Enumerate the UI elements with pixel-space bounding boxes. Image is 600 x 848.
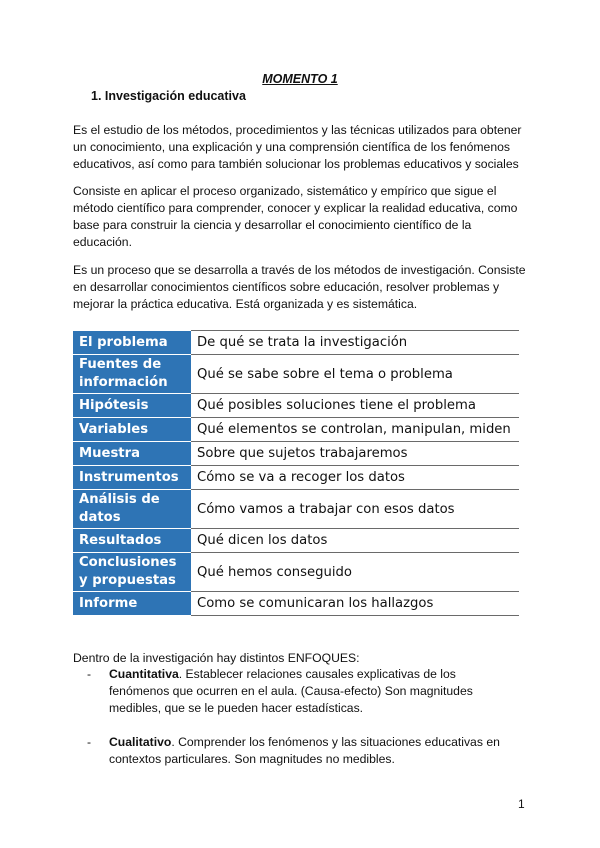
row-label: Hipótesis xyxy=(73,394,191,418)
enfoques-intro: Dentro de la investigación hay distintos ENFOQUES: xyxy=(73,651,360,665)
row-value: Sobre que sujetos trabajaremos xyxy=(191,442,519,466)
enfoque-description: . Establecer relaciones causales explicativas de los fenómenos que ocurren en el aula. (Causa-efecto) Son magnitudes medibles, que se le pueden hacer estadísticas. xyxy=(109,667,473,715)
row-label: Variables xyxy=(73,418,191,442)
enfoques-list xyxy=(87,666,507,768)
row-value: Qué elementos se controlan, manipulan, miden xyxy=(191,418,519,442)
row-label: Conclusiones y propuestas xyxy=(73,553,191,592)
paragraph-definition: Es el estudio de los métodos, procedimientos y las técnicas utilizados para obtener un conocimiento, una explicación y una comprensión científica de los fenómenos educativos, así como para también solucionar los problemas educativos y sociales xyxy=(73,123,522,171)
table-row xyxy=(73,592,519,616)
list-dash: - xyxy=(87,667,92,681)
row-value: Cómo vamos a trabajar con esos datos xyxy=(191,490,519,529)
row-value: Qué dicen los datos xyxy=(191,529,519,553)
row-value: Qué hemos conseguido xyxy=(191,553,519,592)
enfoque-description: . Comprender los fenómenos y las situaciones educativas en contextos particulares. Son magnitudes no medibles. xyxy=(109,735,500,766)
section-title: 1. Investigación educativa xyxy=(91,89,246,103)
research-elements-table xyxy=(73,330,519,616)
row-value: Qué se sabe sobre el tema o problema xyxy=(191,355,519,394)
table-row xyxy=(73,355,519,394)
paragraph-process: Consiste en aplicar el proceso organizado, sistemático y empírico que sigue el método científico para comprender, conocer y explicar la realidad educativa, como base para construir la ciencia y desarrollar el conocimiento científico de la educación. xyxy=(73,184,518,249)
row-value: Qué posibles soluciones tiene el problema xyxy=(191,394,519,418)
row-value: De qué se trata la investigación xyxy=(191,331,519,355)
row-label: Informe xyxy=(73,592,191,616)
paragraph-method: Es un proceso que se desarrolla a través de los métodos de investigación. Consiste en desarrollar conocimientos científicos sobre educación, resolver problemas y mejorar la práctica educativa. Está organizada y es sistemática. xyxy=(73,263,526,311)
table-row xyxy=(73,490,519,529)
table-row xyxy=(73,418,519,442)
row-label: Muestra xyxy=(73,442,191,466)
row-label: El problema xyxy=(73,331,191,355)
table-row xyxy=(73,466,519,490)
list-item xyxy=(87,666,507,717)
enfoque-term: Cualitativo xyxy=(109,735,172,749)
page-title: MOMENTO 1 xyxy=(262,72,338,86)
table-row xyxy=(73,394,519,418)
row-label: Instrumentos xyxy=(73,466,191,490)
list-item xyxy=(87,734,507,768)
page-number: 1 xyxy=(518,797,525,811)
row-label: Fuentes de información xyxy=(73,355,191,394)
row-label: Resultados xyxy=(73,529,191,553)
row-value: Cómo se va a recoger los datos xyxy=(191,466,519,490)
list-dash: - xyxy=(87,735,92,749)
table-row xyxy=(73,331,519,355)
enfoque-term: Cuantitativa xyxy=(109,667,179,681)
row-value: Como se comunicaran los hallazgos xyxy=(191,592,519,616)
table-row xyxy=(73,442,519,466)
table-row xyxy=(73,553,519,592)
table-row xyxy=(73,529,519,553)
row-label: Análisis de datos xyxy=(73,490,191,529)
